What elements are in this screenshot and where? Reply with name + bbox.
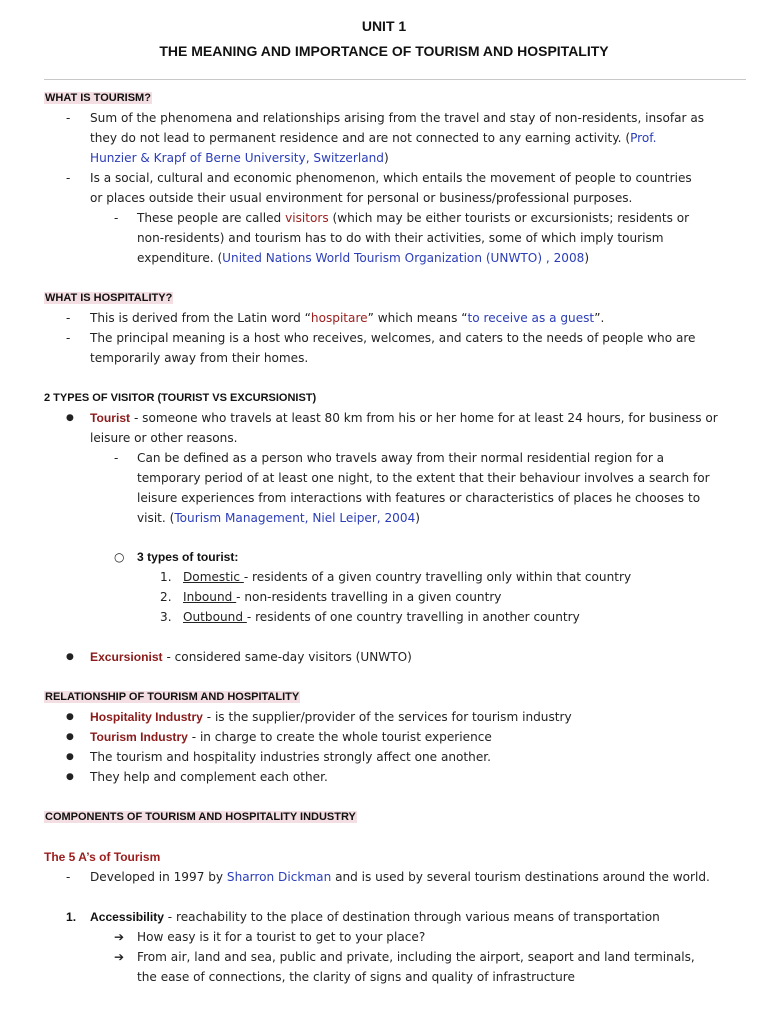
- leiper-def-line-1: Can be defined as a person who travels away from their normal residential region for a: [137, 451, 665, 465]
- accessibility-point-2-line-1: From air, land and sea, public and private, including the airport, seaport and land terminals,: [137, 950, 695, 964]
- tourist-type-outbound: Outbound - residents of one country travelling in another country: [183, 610, 580, 624]
- section-heading-tourism: WHAT IS TOURISM?: [45, 92, 151, 104]
- arrow-icon: ➔: [114, 950, 125, 964]
- hospitality-meaning-line-1: The principal meaning is a host who receives, welcomes, and caters to the needs of people who are: [90, 331, 696, 345]
- leiper-def-line-4: visit. (Tourism Management, Niel Leiper, 2004): [137, 511, 420, 525]
- bullet-marker: ●: [66, 732, 74, 742]
- dash-marker: -: [114, 451, 119, 465]
- tourism-def-line-2: they do not lead to permanent residence and are not connected to any earning activity. (Prof.: [90, 131, 657, 145]
- list-item: 1.: [66, 910, 77, 924]
- hospitality-meaning-line-2: temporarily away from their homes.: [90, 351, 309, 365]
- tourism-industry-def: Tourism Industry - in charge to create the whole tourist experience: [90, 730, 492, 744]
- tourism-def2-line-1: Is a social, cultural and economic phenomenon, which entails the movement of people to countries: [90, 171, 692, 185]
- dash-marker: -: [66, 331, 71, 345]
- bullet-marker: ●: [66, 772, 74, 782]
- section-heading-hospitality: WHAT IS HOSPITALITY?: [45, 292, 173, 304]
- tourist-type-domestic: Domestic - residents of a given country travelling only within that country: [183, 570, 632, 584]
- accessibility-def: Accessibility - reachability to the place of destination through various means of transportation: [90, 910, 660, 924]
- dash-marker: -: [66, 171, 71, 185]
- list-item: 1.: [160, 570, 172, 584]
- bullet-marker: ●: [66, 413, 74, 423]
- relationship-point-3: The tourism and hospitality industries strongly affect one another.: [90, 750, 491, 764]
- tourist-def-line-2: leisure or other reasons.: [90, 431, 238, 445]
- dash-marker: -: [66, 111, 71, 125]
- dash-marker: -: [66, 870, 71, 884]
- unit-label: UNIT 1: [361, 18, 407, 34]
- list-item: 2.: [160, 590, 172, 604]
- tourism-def-line-3: Hunzier & Krapf of Berne University, Switzerland): [90, 151, 389, 165]
- accessibility-point-2-line-2: the ease of connections, the clarity of signs and quality of infrastructure: [137, 970, 575, 984]
- bullet-marker: ●: [66, 652, 74, 662]
- tourist-types-label: 3 types of tourist:: [137, 550, 239, 564]
- page-title: THE MEANING AND IMPORTANCE OF TOURISM AND HOSPITALITY: [159, 43, 609, 59]
- visitors-line-1: These people are called visitors (which may be either tourists or excursionists; residents or: [137, 211, 690, 225]
- dash-marker: -: [114, 211, 119, 225]
- leiper-def-line-2: temporary period of at least one night, to the extent that their behaviour involves a search for: [137, 471, 710, 485]
- dash-marker: -: [66, 311, 71, 325]
- bullet-marker: ●: [66, 752, 74, 762]
- tourism-def-line-1: Sum of the phenomena and relationships arising from the travel and stay of non-residents, insofar as: [90, 111, 705, 125]
- five-as-subheading: The 5 A’s of Tourism: [44, 850, 161, 864]
- accessibility-point-1: How easy is it for a tourist to get to your place?: [137, 930, 426, 944]
- list-item: 3.: [160, 610, 172, 624]
- hospitality-industry-def: Hospitality Industry - is the supplier/provider of the services for tourism industry: [90, 710, 572, 724]
- circle-marker: ○: [114, 550, 125, 564]
- title-divider: [44, 79, 746, 80]
- hospitality-origin-line: This is derived from the Latin word “hospitare” which means “to receive as a guest”.: [90, 311, 605, 325]
- section-heading-visitor-types: 2 TYPES OF VISITOR (TOURIST VS EXCURSIONIST): [44, 392, 317, 404]
- leiper-def-line-3: leisure experiences from interactions with features or characteristics of places he chooses to: [137, 491, 701, 505]
- visitors-line-3: expenditure. (United Nations World Tourism Organization (UNWTO) , 2008): [137, 251, 590, 265]
- visitors-line-2: non-residents) and tourism has to do with their activities, some of which imply tourism: [137, 231, 664, 245]
- tourism-def2-line-2: or places outside their usual environment for personal or business/professional purposes.: [90, 191, 633, 205]
- section-heading-components: COMPONENTS OF TOURISM AND HOSPITALITY INDUSTRY: [45, 811, 356, 823]
- excursionist-def: Excursionist - considered same-day visitors (UNWTO): [90, 650, 412, 664]
- section-heading-relationship: RELATIONSHIP OF TOURISM AND HOSPITALITY: [45, 691, 300, 703]
- relationship-point-4: They help and complement each other.: [90, 770, 328, 784]
- arrow-icon: ➔: [114, 930, 125, 944]
- tourist-def-line-1: Tourist - someone who travels at least 80 km from his or her home for at least 24 hours, for business or: [90, 411, 718, 425]
- tourist-type-inbound: Inbound - non-residents travelling in a given country: [183, 590, 502, 604]
- bullet-marker: ●: [66, 712, 74, 722]
- five-as-origin-line: Developed in 1997 by Sharron Dickman and is used by several tourism destinations around the world.: [90, 870, 710, 884]
